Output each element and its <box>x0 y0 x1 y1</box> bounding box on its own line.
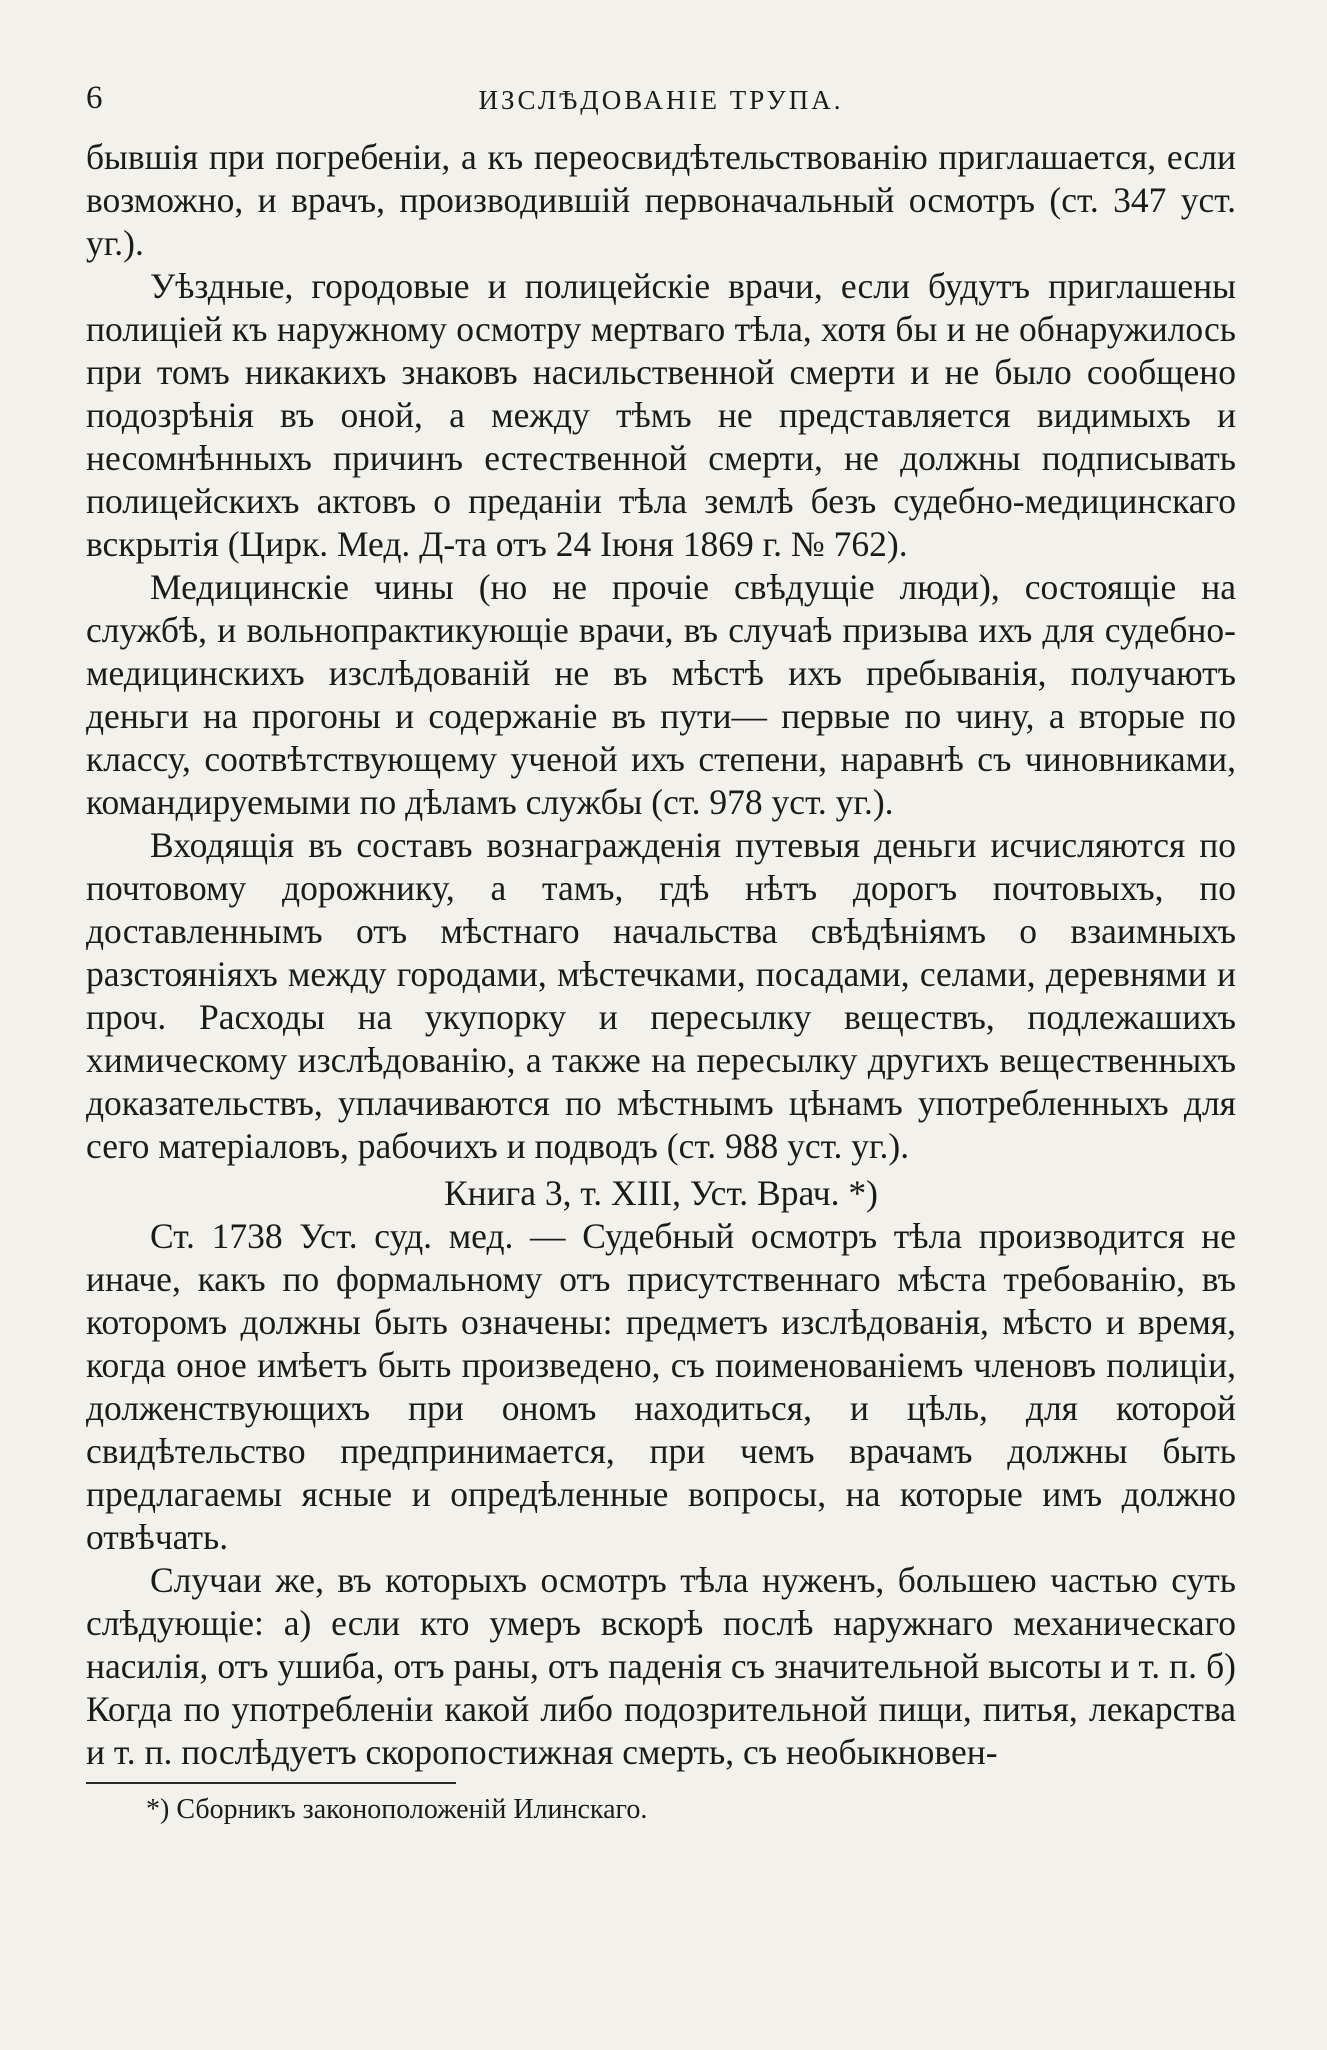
running-head <box>86 78 1236 122</box>
paragraph-travel-money: Входящія въ составъ вознагражденія путевыя деньги исчисляются по почтовому дорожнику, а тамъ, гдѣ нѣтъ дорогъ почтовыхъ, по доставленнымъ отъ мѣстнаго начальства свѣдѣніямъ о взаимныхъ разстояніяхъ между городами, мѣстечками, посадами, селами, деревнями и проч. Расходы на укупорку и пересылку веществъ, подлежашихъ химическому изслѣдованію, а также на пересылку другихъ вещественныхъ доказательствъ, уплачиваются по мѣстнымъ цѣнамъ употребленныхъ для сего матеріаловъ, рабочихъ и подводъ (ст. 988 уст. уг.). <box>86 825 1236 1166</box>
body-text <box>86 136 1236 1774</box>
book-page <box>86 78 1236 1830</box>
paragraph-medical-ranks: Медицинскіе чины (но не прочіе свѣдущіе люди), состоящіе на службѣ, и вольнопрактикующіе врачи, въ случаѣ призыва ихъ для судебно-медицинскихъ изслѣдованій не въ мѣстѣ ихъ пребыванія, получаютъ деньги на прогоны и содержаніе въ пути— первые по чину, а вторые по классу, соотвѣтствующему ученой ихъ степени, наравнѣ съ чиновниками, командируемыми по дѣламъ службы (ст. 978 уст. уг.). <box>86 567 1236 822</box>
section-heading: Книга 3, т. XIII, Уст. Врач. *) <box>444 1173 878 1213</box>
footnote-divider <box>86 1782 456 1784</box>
paragraph-continuation: бывшія при погребеніи, а къ переосвидѣтельствованію приглашается, если возможно, и врачъ, производившій первоначальный осмотръ (ст. 347 уст. уг.). <box>86 137 1236 263</box>
paragraph-district-doctors: Уѣздные, городовые и полицейскіе врачи, если будутъ приглашены полиціей къ наружному осмотру мертваго тѣла, хотя бы и не обнаружилось при томъ никакихъ знаковъ насильственной смерти и не было сообщено подозрѣнія въ оной, а между тѣмъ не представляется видимыхъ и несомнѣнныхъ причинъ естественной смерти, не должны подписывать полицейскихъ актовъ о преданіи тѣла землѣ безъ судебно-медицинскаго вскрытія (Цирк. Мед. Д-та отъ 24 Іюня 1869 г. № 762). <box>86 266 1236 564</box>
paragraph-cases: Случаи же, въ которыхъ осмотръ тѣла нуженъ, большею частью суть слѣдующіе: а) если кто умеръ вскорѣ послѣ наружнаго механическаго насилія, отъ ушиба, отъ раны, отъ паденія съ значительной высоты и т. п. б) Когда по употребленіи какой либо подозрительной пищи, питья, лекарства и т. п. послѣдуетъ скоропостижная смерть, съ необыкновен- <box>86 1560 1236 1772</box>
paragraph-article-1738: Ст. 1738 Уст. суд. мед. — Судебный осмотръ тѣла производится не иначе, какъ по формальному отъ присутственнаго мѣста требованію, въ которомъ должны быть означены: предметъ изслѣдованія, мѣсто и время, когда оное имѣетъ быть произведено, съ поименованіемъ членовъ полиціи, долженствующихъ при ономъ находиться, и цѣль, для которой свидѣтельство предпринимается, при чемъ врачамъ должны быть предлагаемы ясные и опредѣленные вопросы, на которые имъ должно отвѣчать. <box>86 1216 1236 1557</box>
page-number: 6 <box>86 80 103 116</box>
running-title: ИЗСЛѢДОВАНІЕ ТРУПА. <box>478 85 844 115</box>
footnote: *) Сборникъ законоположеній Илинскаго. <box>146 1794 648 1825</box>
